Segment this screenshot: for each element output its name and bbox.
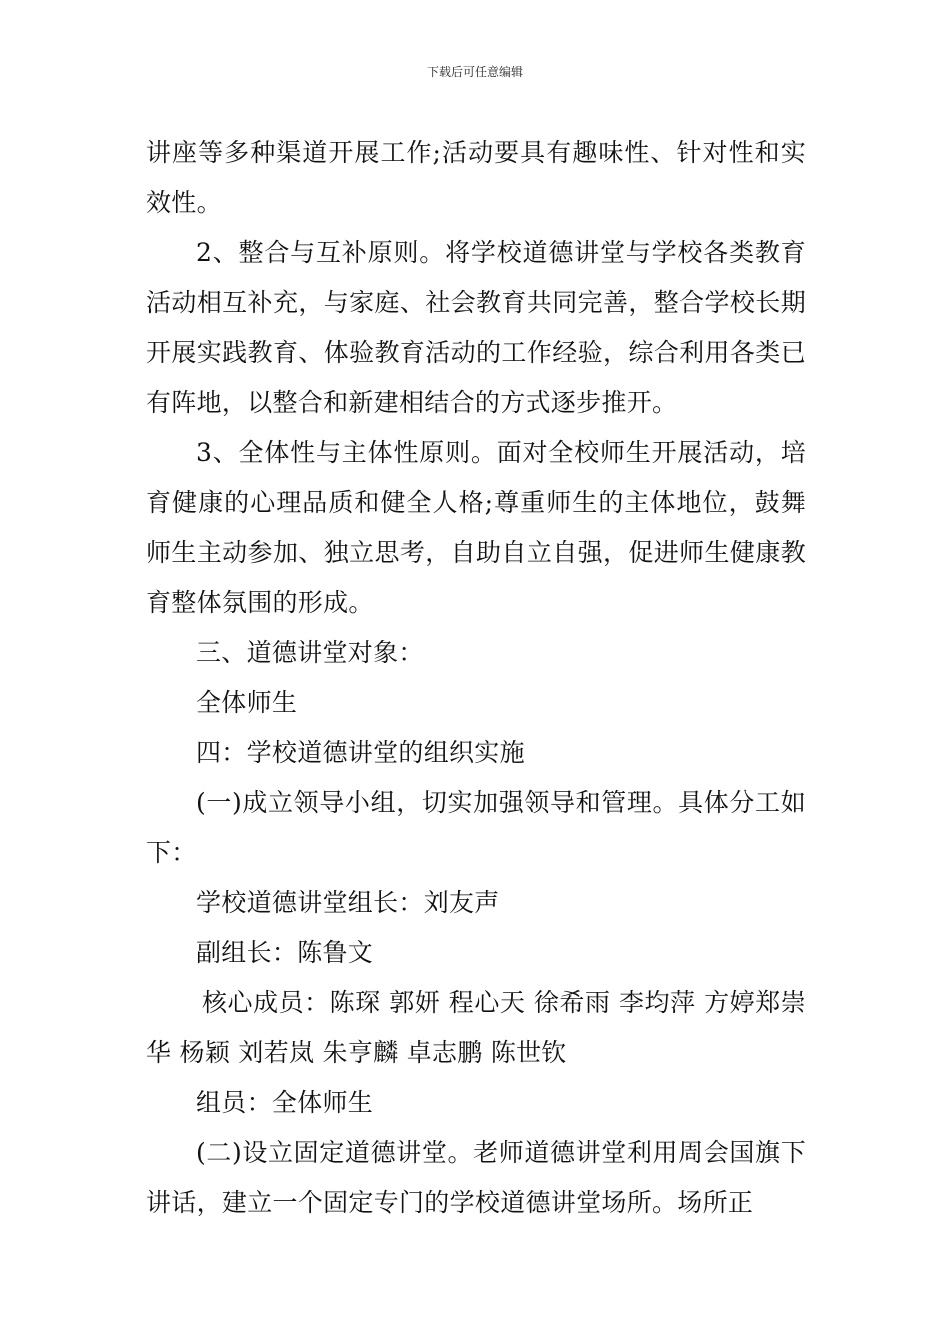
paragraph-deputy-leader: 副组长：陈鲁文	[196, 938, 374, 967]
paragraph-principle-2: 2、整合与互补原则。将学校道德讲堂与学校各类教育活动相互补充，与家庭、社会教育共同完善，整合学校长期开展实践教育、体验教育活动的工作经验，综合利用各类已有阵地，以整合和新建相结合的方式逐步推开。	[146, 238, 806, 417]
paragraph-leadership-group: (一)成立领导小组，切实加强领导和管理。具体分工如下：	[146, 788, 806, 867]
paragraph-members: 组员：全体师生	[196, 1088, 374, 1117]
paragraph-lecture-hall: (二)设立固定道德讲堂。老师道德讲堂利用周会国旗下讲话，建立一个固定专门的学校道德讲堂场所。场所正	[146, 1138, 806, 1217]
paragraph-principle-3: 3、全体性与主体性原则。面对全校师生开展活动，培育健康的心理品质和健全人格;尊重师生的主体地位，鼓舞师生主动参加、独立思考，自助自立自强，促进师生健康教育整体氛围的形成。	[146, 438, 806, 617]
paragraph-core-members: 核心成员：陈琛 郭妍 程心天 徐希雨 李均萍 方婷郑崇华 杨颖 刘若岚 朱亨麟 卓志鹏 陈世钦	[146, 988, 806, 1067]
section-heading-4: 四：学校道德讲堂的组织实施	[196, 738, 525, 767]
paragraph-group-leader: 学校道德讲堂组长：刘友声	[196, 888, 500, 917]
paragraph-audience: 全体师生	[196, 688, 298, 717]
document-body	[146, 128, 806, 1228]
page-header: 下载后可任意编辑	[426, 65, 523, 79]
paragraph-continuation: 讲座等多种渠道开展工作;活动要具有趣味性、针对性和实效性。	[146, 138, 806, 217]
section-heading-3: 三、道德讲堂对象：	[196, 638, 424, 667]
